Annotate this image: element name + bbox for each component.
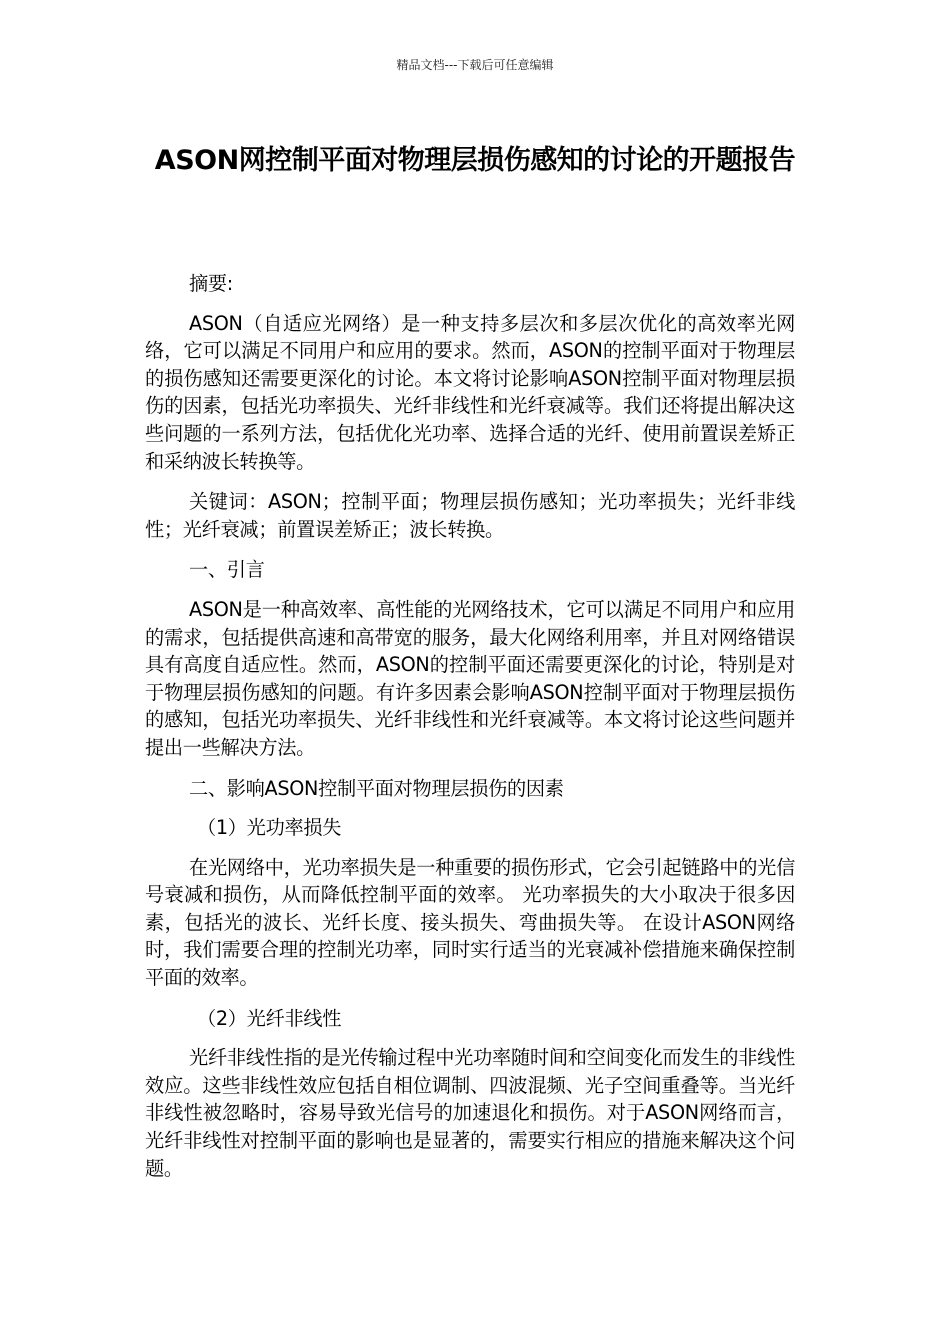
section-1-text: ASON是一种高效率、高性能的光网络技术，它可以满足不同用户和应用的需求，包括提供高速和高带宽的服务，最大化网络利用率，并且对网络错误具有高度自适应性。然而，ASON的控制平面还需要更深化的讨论，特别是对于物理层损伤感知的问题。有许多因素会影响ASON控制平面对于物理层损伤的感知，包括光功率损失、光纤非线性和光纤衰减等。本文将讨论这些问题并提出一些解决方法。 — [145, 597, 795, 759]
abstract-text: ASON（自适应光网络）是一种支持多层次和多层次优化的高效率光网络，它可以满足不同用户和应用的要求。然而，ASON的控制平面对于物理层的损伤感知还需要更深化的讨论。本文将讨论影响ASON控制平面对物理层损伤的因素，包括光功率损失、光纤非线性和光纤衰减等。我们还将提出解决这些问题的一系列方法，包括优化光功率、选择合适的光纤、使用前置误差矫正和采纳波长转换等。 — [145, 311, 795, 473]
subsection-2-heading: （2）光纤非线性 — [197, 1006, 342, 1030]
document-body — [145, 270, 795, 1195]
page-header-note: 精品文档---下载后可任意编辑 — [396, 58, 554, 72]
subsection-2-text: 光纤非线性指的是光传输过程中光功率随时间和空间变化而发生的非线性效应。这些非线性效应包括自相位调制、四波混频、光子空间重叠等。当光纤非线性被忽略时，容易导致光信号的加速退化和损伤。对于ASON网络而言，光纤非线性对控制平面的影响也是显著的，需要实行相应的措施来解决这个问题。 — [145, 1046, 795, 1180]
document-title: ASON网控制平面对物理层损伤感知的讨论的开题报告 — [154, 145, 796, 176]
section-1-heading: 一、引言 — [189, 558, 265, 582]
subsection-1-heading: （1）光功率损失 — [197, 816, 342, 840]
abstract-label: 摘要: — [189, 272, 233, 295]
section-2-heading: 二、影响ASON控制平面对物理层损伤的因素 — [189, 776, 564, 800]
subsection-1-text: 在光网络中，光功率损失是一种重要的损伤形式，它会引起链路中的光信号衰减和损伤，从而降低控制平面的效率。 光功率损失的大小取决于很多因素，包括光的波长、光纤长度、接头损失、弯曲损失等。 在设计ASON网络时，我们需要合理的控制光功率，同时实行适当的光衰减补偿措施来确保控制平面的效率。 — [145, 855, 795, 990]
keywords: 关键词：ASON；控制平面；物理层损伤感知；光功率损失；光纤非线性；光纤衰减；前置误差矫正；波长转换。 — [145, 490, 795, 541]
